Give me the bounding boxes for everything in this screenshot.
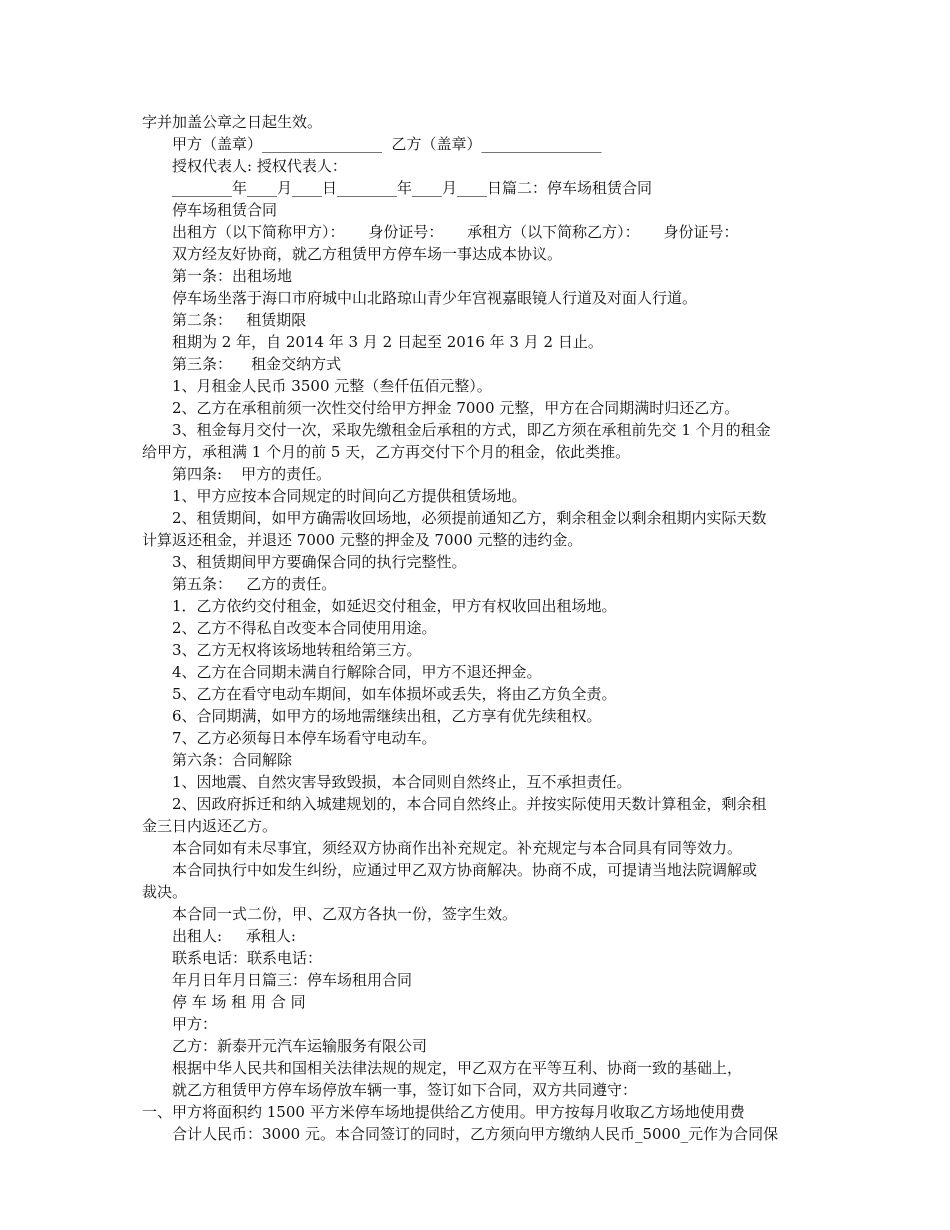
text-line: 出租方（以下简称甲方）： 身份证号： 承租方（以下简称乙方）： 身份证号： — [172, 223, 739, 241]
text-line: 第六条：合同解除 — [172, 751, 293, 769]
text-line: 6、合同期满，如甲方的场地需继续出租，乙方享有优先续租权。 — [172, 707, 602, 725]
text-line: 双方经友好协商，就乙方租赁甲方停车场一事达成本协议。 — [172, 245, 563, 263]
text-line: 字并加盖公章之日起生效。 — [142, 113, 323, 131]
text-line: 2、乙方在承租前须一次性交付给甲方押金 7000 元整，甲方在合同期满时归还乙方。 — [172, 399, 740, 417]
text-line: 金三日内返还乙方。 — [142, 817, 278, 835]
text-line: 1．乙方依约交付租金，如延迟交付租金，甲方有权收回出租场地。 — [172, 597, 617, 615]
text-line: 甲方： — [172, 1015, 218, 1033]
text-line: 5、乙方在看守电动车期间，如车体损坏或丢失，将由乙方负全责。 — [172, 685, 617, 703]
text-line: 本合同执行中如发生纠纷，应通过甲乙双方协商解决。协商不成，可提请当地法院调解或 — [172, 861, 758, 879]
text-line: 第四条: 甲方的责任。 — [172, 465, 332, 483]
text-line: 1、因地震、自然灾害导致毁损，本合同则自然终止，互不承担责任。 — [172, 773, 632, 791]
text-line: 乙方：新泰开元汽车运输服务有限公司 — [172, 1037, 428, 1055]
text-line: 给甲方，承租满 1 个月的前 5 天，乙方再交付下个月的租金，依此类推。 — [142, 443, 631, 461]
text-line: 授权代表人: 授权代表人： — [172, 157, 347, 175]
text-line: 就乙方租赁甲方停车场停放车辆一事，签订如下合同，双方共同遵守： — [172, 1081, 638, 1099]
text-line: 出租人: 承租人: — [172, 927, 296, 945]
text-line: 裁决。 — [142, 883, 188, 901]
text-line: ________年____月____日________年____月____日篇二：停车场租赁合同 — [172, 179, 653, 197]
text-line: 本合同一式二份，甲、乙双方各执一份，签字生效。 — [172, 905, 518, 923]
text-line: 7、乙方必须每日本停车场看守电动车。 — [172, 729, 437, 747]
text-line: 3、乙方无权将该场地转租给第三方。 — [172, 641, 422, 659]
text-line: 2、乙方不得私自改变本合同使用用途。 — [172, 619, 437, 637]
text-line: 联系电话：联系电话： — [172, 949, 323, 967]
text-line: 一、甲方将面积约 1500 平方米停车场地提供给乙方使用。甲方按每月收取乙方场地使用费 — [142, 1103, 745, 1121]
text-line: 本合同如有未尽事宜，须经双方协商作出补充规定。补充规定与本合同具有同等效力。 — [172, 839, 743, 857]
text-line: 计算返还租金，并退还 7000 元整的押金及 7000 元整的违约金。 — [142, 531, 583, 549]
text-line: 根据中华人民共和国相关法律法规的规定，甲乙双方在平等互利、协商一致的基础上， — [172, 1059, 743, 1077]
text-line: 停车场租赁合同 — [172, 201, 278, 219]
text-line: 停车场坐落于海口市府城中山北路琼山青少年宫视嘉眼镜人行道及对面人行道。 — [172, 289, 698, 307]
text-line: 1、甲方应按本合同规定的时间向乙方提供租赁场地。 — [172, 487, 527, 505]
text-line: 2、因政府拆迁和纳入城建规划的，本合同自然终止。并按实际使用天数计算租金，剩余租 — [172, 795, 767, 813]
text-line: 第一条：出租场地 — [172, 267, 293, 285]
text-line: 甲方（盖章）________________ 乙方（盖章）________________ — [172, 135, 602, 153]
text-line: 合计人民币：3000 元。本合同签订的同时，乙方须向甲方缴纳人民币_5000_元作为合同保 — [172, 1125, 779, 1143]
text-line: 3、租赁期间甲方要确保合同的执行完整性。 — [172, 553, 467, 571]
text-line: 1、月租金人民币 3500 元整（叁仟伍佰元整）。 — [172, 377, 492, 395]
text-line: 3、租金每月交付一次，采取先缴租金后承租的方式，即乙方须在承租前先交 1 个月的租金 — [172, 421, 771, 439]
text-line: 第三条： 租金交纳方式 — [172, 355, 342, 373]
text-line: 第五条： 乙方的责任。 — [172, 575, 337, 593]
text-line: 租期为 2 年，自 2014 年 3 月 2 日起至 2016 年 3 月 2 日止。 — [172, 333, 603, 351]
text-line: 2、租赁期间，如甲方确需收回场地，必须提前通知乙方，剩余租金以剩余租期内实际天数 — [172, 509, 767, 527]
text-line: 停 车 场 租 用 合 同 — [172, 993, 306, 1011]
text-line: 年月日年月日篇三：停车场租用合同 — [172, 971, 413, 989]
text-line: 第二条： 租赁期限 — [172, 311, 307, 329]
text-line: 4、乙方在合同期未满自行解除合同，甲方不退还押金。 — [172, 663, 542, 681]
